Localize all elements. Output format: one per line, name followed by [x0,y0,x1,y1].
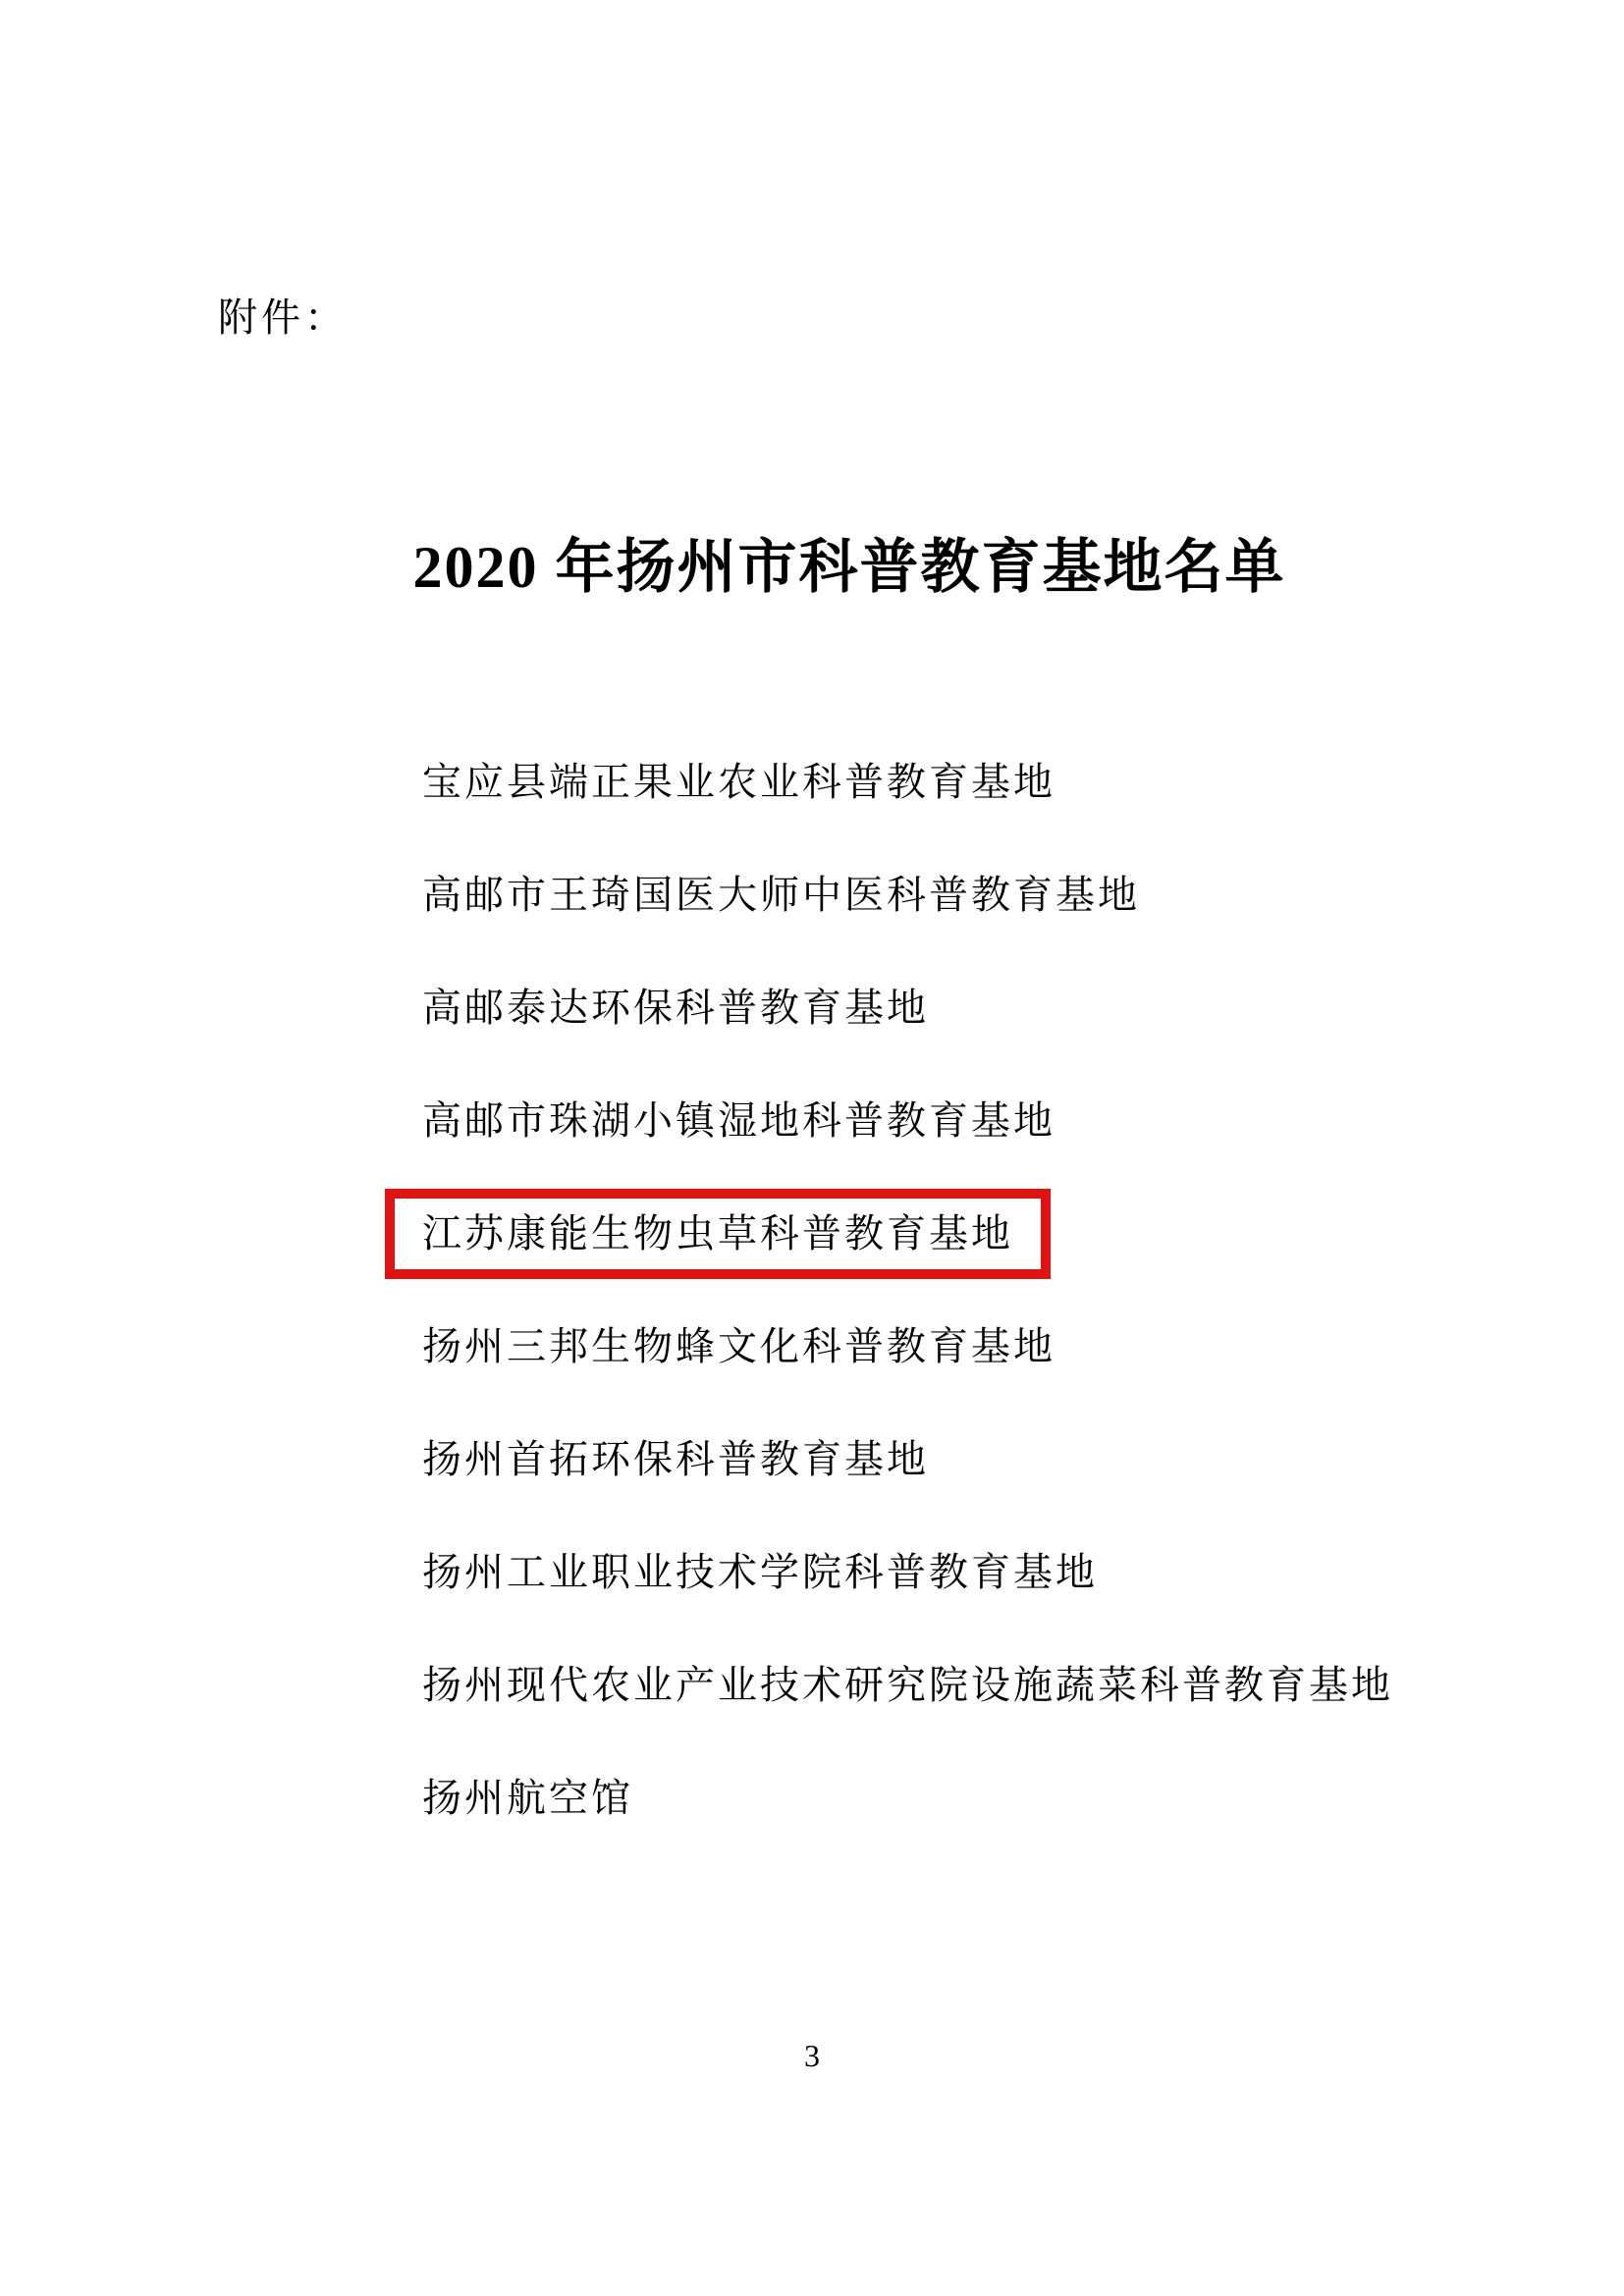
list-item-text: 扬州工业职业技术学院科普教育基地 [422,1550,1098,1594]
list-item-text: 扬州首拓环保科普教育基地 [422,1437,929,1481]
list-item [385,1640,1431,1731]
list-item [385,1527,1431,1618]
list-item [385,1076,1431,1166]
list-item-text: 扬州三邦生物蜂文化科普教育基地 [422,1324,1056,1368]
list-item [385,963,1431,1053]
base-list [385,737,1431,1866]
list-item-text: 宝应县端正果业农业科普教育基地 [422,760,1056,804]
list-item [385,737,1431,828]
list-item [385,1415,1431,1505]
page-title: 2020 年扬州市科普教育基地名单 [412,535,1286,601]
list-item-text: 高邮市王琦国医大师中医科普教育基地 [422,873,1140,917]
page-number: 3 [804,2038,820,2073]
list-item-text: 扬州现代农业产业技术研究院设施蔬菜科普教育基地 [422,1663,1393,1707]
list-item [385,850,1431,940]
list-item-text: 高邮市珠湖小镇湿地科普教育基地 [422,1098,1056,1143]
list-item [385,1302,1431,1392]
list-item-text: 扬州航空馆 [422,1776,633,1820]
list-item-text: 江苏康能生物虫草科普教育基地 [385,1189,1051,1279]
list-item-text: 高邮泰达环保科普教育基地 [422,986,929,1030]
attachment-label: 附件： [218,295,348,340]
list-item-highlighted [385,1189,1431,1279]
list-item [385,1753,1431,1843]
